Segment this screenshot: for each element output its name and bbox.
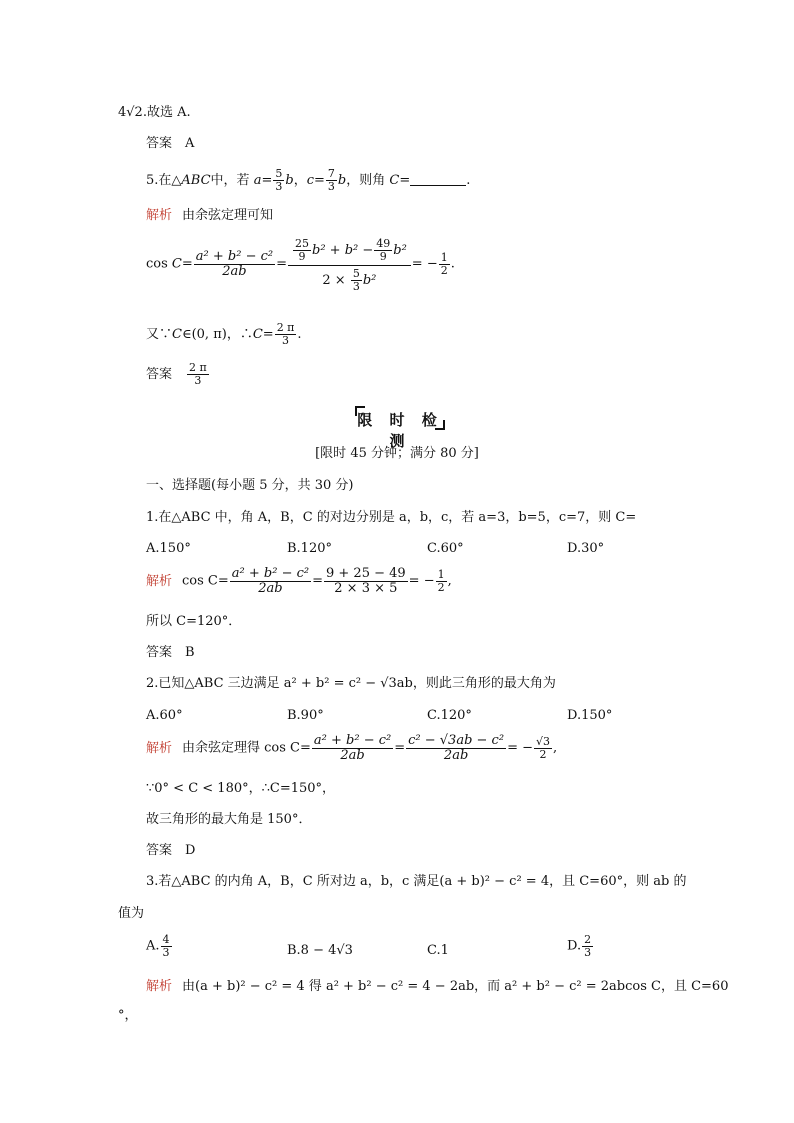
question-2: 2.已知△ABC 三边满足 a² + b² = c² − √3ab，则此三角形的最大角为 (146, 676, 556, 691)
q1-answer: 答案 B (146, 645, 195, 660)
q5-jiexi-text: 由余弦定理可知 (182, 208, 274, 223)
q5-var-b2: b (337, 173, 347, 188)
q1-option-d: D.30° (567, 541, 605, 556)
cos-frac-big: $\frac{25}{9}$ b² + b² − $\frac{49}{9}$ b² 2 × $\frac{5}{3}$ b² (288, 236, 411, 293)
q5-var-a: a (253, 173, 262, 188)
q5-mid: 中，若 (210, 173, 254, 188)
q5-frac-7-3: $\frac{7}{3}$ (327, 167, 335, 193)
q3-option-c: C.1 (427, 943, 449, 958)
q1-solution (146, 567, 452, 596)
q1-res-end: , (447, 573, 452, 589)
q5-var-c: c (306, 173, 314, 188)
q5-eq3: = (399, 173, 411, 188)
question-1: 1.在△ABC 中，角 A，B，C 的对边分别是 a，b，c，若 a=3，b=5，c=7，则 C= (146, 510, 637, 525)
q3-option-d (567, 934, 594, 959)
q2-solution (146, 734, 557, 763)
question-5 (146, 166, 470, 196)
q1-eq: = (312, 573, 323, 589)
cos-res-end: . (450, 256, 455, 272)
q5-tail: ，则角 (346, 173, 390, 188)
question-3-cont: 值为 (118, 906, 145, 921)
q2-res-end: , (553, 740, 558, 756)
q1-frac-2: $\frac{9 + 25 - 49}{2 \times 3 \times 5}$ (326, 566, 406, 596)
q2-option-b: B.90° (287, 708, 324, 723)
answer-label: 答案 (146, 367, 173, 382)
jiexi-label: 解析 (146, 979, 173, 994)
time-limit: [限时 45 分钟；满分 80 分] (315, 446, 479, 461)
cos-eq2: = (276, 256, 287, 272)
q2-eq: = (394, 740, 406, 756)
q5-eq1: = (261, 173, 273, 188)
you-C2: C (252, 327, 263, 342)
q1-conclusion: 所以 C=120°． (146, 614, 242, 629)
q3-solution (146, 979, 728, 995)
q1-res-pre: = − (408, 573, 435, 589)
q2-res-pre: = − (507, 740, 533, 756)
you-frac: $\frac{2 \pi}{3}$ (276, 321, 295, 347)
q3-opt-d-label: D. (567, 938, 582, 954)
q1-option-c: C.60° (427, 541, 464, 556)
q5-solution-intro (146, 208, 273, 224)
jiexi-label: 解析 (146, 208, 173, 223)
cos-frac-1: $\frac{\text{a² + b² − c²}}{2ab}$ (195, 249, 274, 279)
q3-option-b: B.8 − 4√3 (287, 943, 353, 958)
answer-frac: $\frac{2 \pi}{3}$ (189, 361, 207, 387)
q1-frac-1: $\frac{\text{a² + b² − c²}}{2ab}$ (231, 566, 310, 596)
cos-res-pre: = − (411, 256, 438, 272)
q3-solution-cont: °， (118, 1008, 138, 1023)
q2-answer: 答案 D (146, 843, 196, 858)
you-pre: 又∵ (146, 327, 173, 342)
question-3: 3.若△ABC 的内角 A，B，C 所对边 a，b，c 满足(a + b)² − c² = 4，且 C=60°，则 ab 的 (146, 874, 687, 889)
you-C: C (172, 327, 182, 342)
section-heading: 限 时 检 测 (357, 411, 443, 450)
section-heading-box (355, 406, 445, 450)
cos-text: cos (146, 256, 172, 272)
you-end: . (297, 327, 302, 342)
q5-var-C: C (389, 173, 400, 188)
cos-eq: = (181, 256, 193, 272)
q2-option-d: D.150° (567, 708, 613, 723)
q5-cos-formula (146, 236, 455, 293)
q5-answer (146, 360, 210, 390)
q2-pre: 由余弦定理得 cos C= (182, 740, 311, 756)
q5-var-b: b (285, 173, 294, 188)
q1-option-a: A.150° (146, 541, 191, 556)
cos-var-C: C (171, 256, 182, 272)
q1-option-b: B.120° (287, 541, 332, 556)
q5-frac-5-3: $\frac{5}{3}$ (275, 167, 283, 193)
answer-blank (410, 173, 466, 186)
q2-frac-1: $\frac{\text{a² + b² − c²}}{2ab}$ (313, 733, 392, 763)
q5-end: . (466, 173, 471, 188)
you-mid: ∈(0, π)，∴ (181, 327, 253, 342)
q3-opt-a-frac: $\frac{4}{3}$ (162, 933, 170, 959)
q2-frac-res: $\frac{√3}{2}$ (535, 735, 550, 761)
q2-option-c: C.120° (427, 708, 472, 723)
q5-prefix: 5.在△ (146, 173, 182, 188)
jiexi-label: 解析 (146, 573, 173, 589)
q5-triangle: ABC (181, 173, 211, 188)
prev-solution-ending: 4√2.故选 A. (118, 105, 191, 120)
q3-opt-a-label: A. (146, 938, 160, 954)
q3-opt-d-frac: $\frac{2}{3}$ (584, 933, 592, 959)
q1-frac-half: $\frac{1}{2}$ (437, 568, 445, 594)
section-1-title: 一、选择题(每小题 5 分，共 30 分) (146, 478, 354, 493)
q3-jiexi-text: 由(a + b)² − c² = 4 得 a² + b² − c² = 4 − 2ab，而 a² + b² − c² = 2abcos C，且 C=60 (182, 979, 729, 994)
q5-sep: ， (293, 173, 307, 188)
q5-angle-range (146, 320, 302, 350)
q2-frac-2: $\frac{\text{c² − √3ab − c²}}{2ab}$ (408, 733, 505, 763)
q2-option-a: A.60° (146, 708, 183, 723)
jiexi-label: 解析 (146, 740, 173, 756)
prev-answer: 答案 A (146, 136, 195, 151)
cos-frac-half: $\frac{1}{2}$ (440, 251, 448, 277)
q3-option-a (146, 934, 173, 959)
q2-conclusion: 故三角形的最大角是 150°． (146, 812, 312, 827)
you-eq: = (262, 327, 274, 342)
q1-cos: cos C= (182, 573, 229, 589)
q2-angle-range: ∵0° < C < 180°，∴C=150°， (146, 781, 336, 796)
q5-eq2: = (313, 173, 325, 188)
